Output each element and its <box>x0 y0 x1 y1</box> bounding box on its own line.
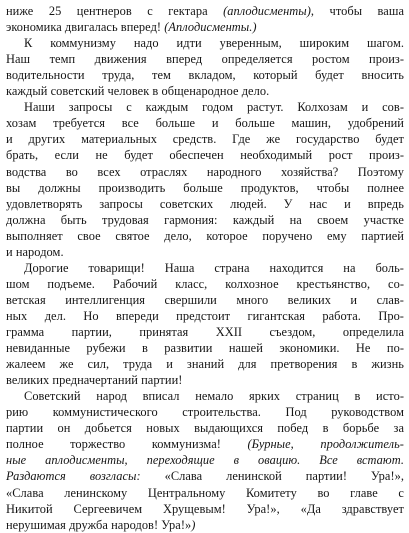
text-segment: «Слава ленинской партии! Ура!», <box>140 469 405 484</box>
text-segment: «Слава ленинскому Центральному Комитету во главе с <box>6 485 404 500</box>
text-line <box>6 340 404 356</box>
text-line <box>6 115 404 131</box>
text-line <box>6 276 404 292</box>
text-segment: Наш темп движения вперед определяется ростом произ- <box>6 52 404 67</box>
text-line <box>6 324 404 340</box>
text-line <box>6 436 404 452</box>
text-line <box>6 372 182 388</box>
text-line <box>6 131 404 147</box>
text-segment: удовлетворять запросы советских людей. У нас и впредь <box>6 196 404 211</box>
text-segment: жалеем же сил, труда и знаний для претворения в жизнь <box>6 357 404 372</box>
text-line <box>6 404 404 420</box>
text-line <box>6 356 404 372</box>
text-line <box>6 83 269 99</box>
italic-remark: (Бурные, продолжитель- <box>247 437 404 452</box>
text-line <box>6 164 404 180</box>
text-line <box>6 420 404 436</box>
text-line <box>6 180 404 196</box>
italic-remark: Раздаются возгласы: <box>6 469 141 484</box>
italic-remark: ные аплодисменты, переходящие в овацию. Все встают. <box>6 453 404 468</box>
text-segment: рию коммунистического строительства. Под руководством <box>6 405 404 420</box>
text-segment: партии он добьется новых выдающихся побед в борьбе за <box>6 421 404 436</box>
text-line <box>6 19 257 35</box>
text-line <box>24 260 404 276</box>
text-line <box>6 468 404 484</box>
text-line <box>6 485 404 501</box>
text-segment: водства во всех отраслях народного хозяйства? Поэтому <box>6 164 404 179</box>
text-line <box>6 517 195 533</box>
text-segment: и других материальных средств. Где же государство будет <box>6 132 404 147</box>
text-line <box>6 147 404 163</box>
text-segment: Советский народ вписал немало ярких страниц в исто- <box>24 389 404 404</box>
text-line <box>6 51 404 67</box>
text-segment: К коммунизму надо идти уверенным, широким шагом. <box>24 36 404 51</box>
text-line <box>6 228 404 244</box>
text-segment: каждый советский человек в общенародное дело. <box>6 84 270 99</box>
text-line <box>6 67 404 83</box>
italic-remark: (аплодисменты) <box>223 4 311 18</box>
text-line <box>6 501 404 517</box>
text-line <box>6 244 64 260</box>
text-segment: Дорогие товарищи! Наша страна находится на боль- <box>24 260 404 275</box>
text-segment: ниже 25 центнеров с гектара <box>6 4 224 18</box>
text-segment: невиданные рубежи в развитии нашей экономики. Не по- <box>6 341 404 356</box>
text-segment: Наши запросы с каждым годом растут. Колхозам и сов- <box>24 100 404 115</box>
text-segment: Никитой Сергеевичем Хрущевым! Ура!», «Да здравствует <box>6 501 404 516</box>
text-segment: вы должны производить больше продуктов, чтобы полнее <box>6 180 404 195</box>
text-line <box>24 99 404 115</box>
text-segment: , чтобы ваша <box>310 4 404 18</box>
text-segment: брать, если не будет обеспечен необходимый рост произ- <box>6 148 404 163</box>
text-segment: водительности труда, тем вкладом, который будет вносить <box>6 68 404 83</box>
text-line <box>24 35 404 51</box>
text-segment: полное торжество коммунизма! <box>6 437 248 452</box>
italic-remark: ) <box>191 517 196 532</box>
text-segment: великих предначертаний партии! <box>6 373 183 388</box>
text-segment: экономика двигалась вперед! <box>6 20 165 35</box>
text-line <box>6 452 404 468</box>
text-line <box>6 292 404 308</box>
text-segment: нерушимая дружба народов! Ура!» <box>6 517 192 532</box>
text-line <box>6 3 404 19</box>
text-segment: хозам требуется все больше и больше машин, удобрений <box>6 116 404 131</box>
text-segment: шом подъеме. Рабочий класс, колхозное крестьянство, со- <box>6 276 404 291</box>
text-segment: выполняет свое святое дело, которое поручено ему партией <box>6 228 404 243</box>
text-segment: ветская интеллигенция свершили много великих и слав- <box>6 292 404 307</box>
text-segment: должна быть трудовая гармония: каждый на своем участке <box>6 212 404 227</box>
italic-remark: (Аплодисменты.) <box>164 20 257 35</box>
text-segment: и народом. <box>6 244 64 259</box>
text-line <box>6 308 404 324</box>
text-segment: ных дел. Но впереди предстоит гигантская работа. Про- <box>6 308 404 323</box>
text-line <box>6 196 404 212</box>
text-line <box>6 212 404 228</box>
text-line <box>24 388 404 404</box>
text-segment: грамма партии, принятая XXII съездом, определила <box>6 325 404 339</box>
